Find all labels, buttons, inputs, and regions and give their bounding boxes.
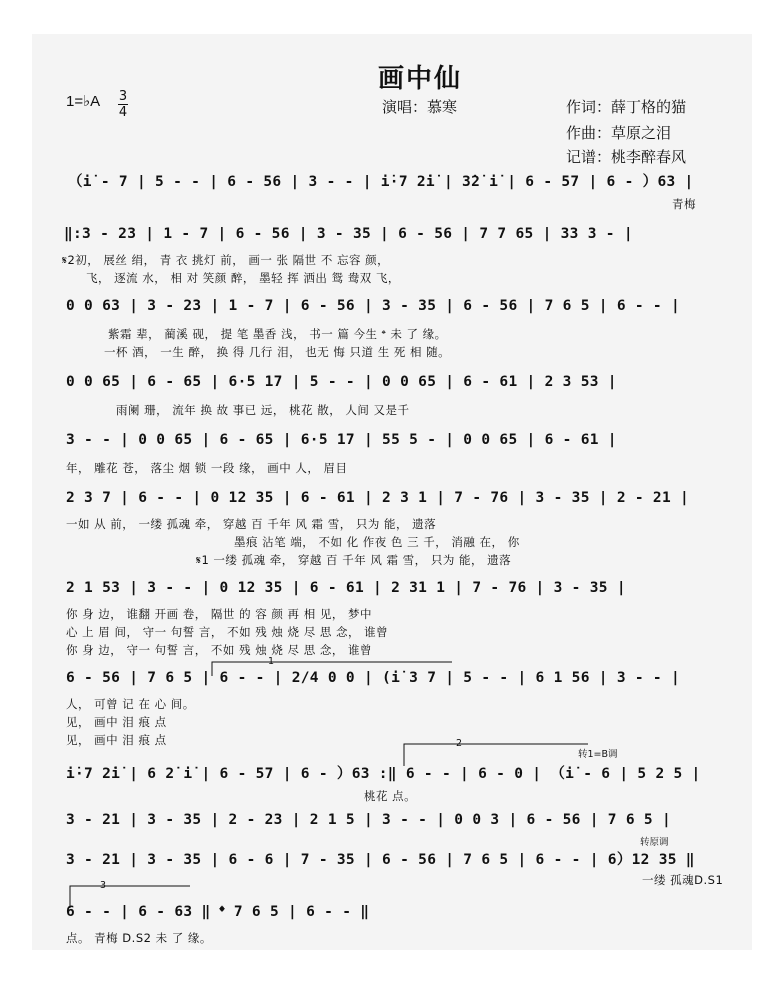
lyric-line-8c: 见， 画中 泪 痕 点 [66, 733, 167, 747]
volta-1-label: 1 [268, 656, 275, 667]
lyric-line-3a: 紫霜 辈， 蔺溪 砚， 提 笔 墨香 浅， 书一 篇 今生 𝄌 未 了 缘。 [108, 327, 447, 341]
return-key-note: 转原调 [640, 837, 669, 848]
lyric-line-1a: 青梅 [672, 197, 696, 211]
lyric-line-7c: 你 身 边， 守一 句誓 言， 不如 残 烛 烧 尽 思 念， 谁曾 [66, 643, 373, 657]
lyric-line-12a: 点。 青梅 D.S2 未 了 缘。 [66, 931, 212, 945]
volta-2-label: 2 [456, 738, 463, 749]
notation-credit: 记谱：桃李醉春风 [566, 148, 687, 166]
lyric-line-6c: 𝄋1 一缕 孤魂 牵， 穿越 百 千年 风 霜 雪， 只为 能， 遗落 [196, 553, 512, 567]
music-line-6: 2 3 7 | 6 - - | 0 12 35 | 6 - 61 | 2 3 1 | 7 - 76 | 3 - 35 | 2 - 21 | [66, 490, 690, 506]
lyric-line-7b: 心 上 眉 间， 守一 句誓 言， 不如 残 烛 烧 尽 思 念， 谁曾 [66, 625, 389, 639]
music-line-9: i̇·7 2̇i̇ | 6 2̇ i̇ | 6 - 57 | 6 - ）63 :‖ 6 - - | 6 - 0 | （i̇ - 6 | 5 2 5 | [66, 766, 701, 782]
music-line-7: 2 1 53 | 3 - - | 0 12 35 | 6 - 61 | 2 31 1 | 7 - 76 | 3 - 35 | [66, 580, 626, 596]
music-line-2: ‖:3 - 23 | 1 - 7 | 6 - 56 | 3 - 35 | 6 - 56 | 7 7 65 | 33 3 - | [64, 226, 633, 242]
lyric-line-7a: 你 身 边， 谁翻 开画 卷， 隔世 的 容 颜 再 相 见， 梦中 [66, 607, 373, 621]
lyric-line-6b: 墨痕 沾笔 端， 不如 化 作夜 色 三 千， 消融 在， 你 [234, 535, 520, 549]
lyric-line-2b: 飞， 逐流 水， 相 对 笑颜 醉， 墨轻 挥 洒出 鸳 鸯双 飞， [86, 271, 400, 285]
music-line-3: 0 0 63 | 3 - 23 | 1 - 7 | 6 - 56 | 3 - 35 | 6 - 56 | 7 6 5 | 6 - - | [66, 298, 681, 314]
singer-credit: 演唱：慕寒 [382, 98, 458, 116]
music-line-1: （i̇ - 7 | 5 - - | 6 - 56 | 3 - - | i̇·7 2̇i̇ | 3̇2̇ i̇ | 6 - 57 | 6 - ）63 | [68, 174, 694, 190]
music-line-8: 6 - 56 | 7 6 5 | 6 - - | 2/4 0 0 | (i̇ 3 7 | 5 - - | 6 1 56 | 3 - - | [66, 670, 681, 686]
music-line-10: 3 - 21 | 3 - 35 | 2 - 23 | 2 1 5 | 3 - - | 0 0 3 | 6 - 56 | 7 6 5 | [66, 812, 671, 828]
meter-bottom: 4 [118, 105, 128, 120]
meter-top: 3 [118, 89, 128, 104]
lyric-line-6a: 一如 从 前， 一缕 孤魂 牵， 穿越 百 千年 风 霜 雪， 只为 能， 遗落 [66, 517, 437, 531]
time-signature [118, 90, 128, 119]
lyric-line-8a: 人， 可曾 记 在 心 间。 [66, 697, 195, 711]
music-line-11: 3 - 21 | 3 - 35 | 6 - 6 | 7 - 35 | 6 - 56 | 7 6 5 | 6 - - | 6）12 35 ‖ [66, 852, 695, 868]
lyric-line-11a: 一缕 孤魂D.S1 [642, 873, 724, 887]
composer-credit: 作曲：草原之泪 [566, 124, 672, 142]
song-title: 画中仙 [378, 64, 463, 94]
lyric-line-4a: 雨阑 珊， 流年 换 故 事已 远， 桃花 散， 人间 又是千 [116, 403, 410, 417]
key-change-note: 转1=B调 [578, 749, 618, 760]
lyric-line-8b: 见， 画中 泪 痕 点 [66, 715, 167, 729]
lyric-line-3b: 一杯 酒， 一生 醉， 换 得 几行 泪， 也无 悔 只道 生 死 相 随。 [104, 345, 451, 359]
music-line-5: 3 - - | 0 0 65 | 6 - 65 | 6·5 17 | 55 5 - | 0 0 65 | 6 - 61 | [66, 432, 617, 448]
lyricist-credit: 作词：薛丁格的猫 [566, 98, 687, 116]
lyric-line-2a: 𝄋2初， 展丝 绢， 青 衣 挑灯 前， 画一 张 隔世 不 忘容 颜， [62, 253, 390, 267]
music-line-4: 0 0 65 | 6 - 65 | 6·5 17 | 5 - - | 0 0 65 | 6 - 61 | 2 3 53 | [66, 374, 617, 390]
volta-3-label: 3 [100, 880, 107, 891]
key-signature: 1=♭A [66, 93, 101, 110]
lyric-line-9a: 桃花 点。 [364, 789, 417, 803]
lyric-line-5a: 年， 雕花 苍， 落尘 烟 锁 一段 缘， 画中 人， 眉目 [66, 461, 348, 475]
music-line-12: 6 - - | 6 - 63 ‖ 𝄌 7 6 5 | 6 - - ‖ [66, 904, 370, 920]
